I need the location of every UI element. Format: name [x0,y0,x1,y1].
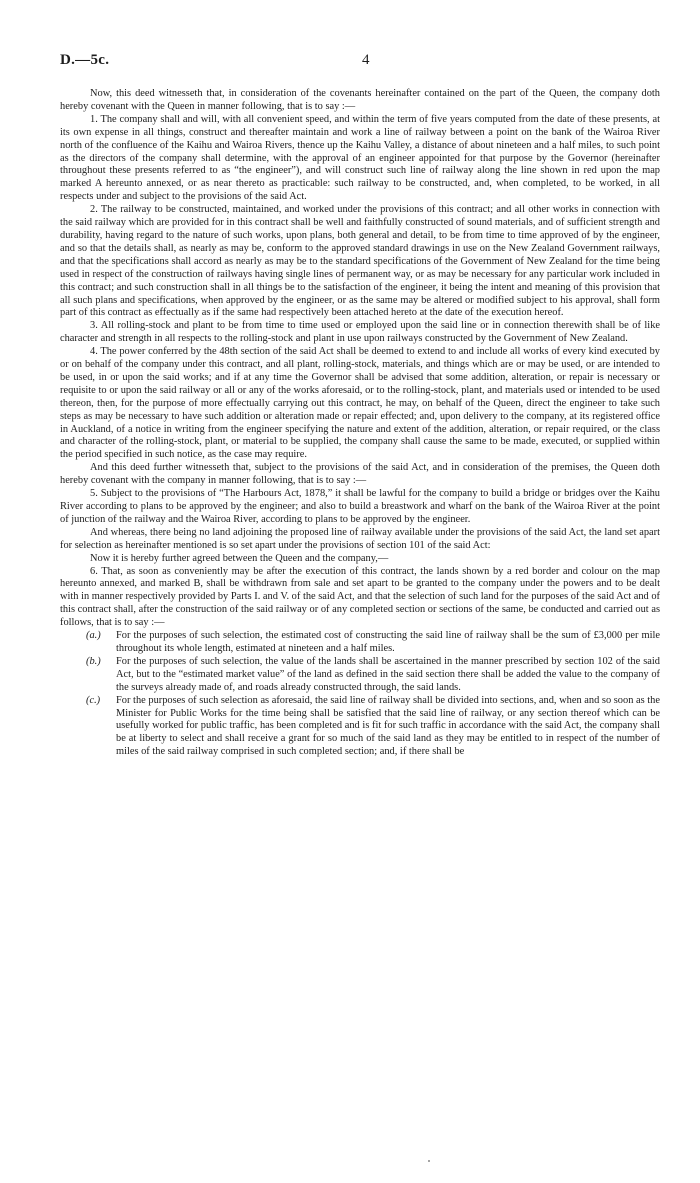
sub-clause-text: For the purposes of such selection as aforesaid, the said line of railway shall be divided into sections, and, when and so soon as the Minister for Public Works for the time being shall be satisfied that the said line of railway, or any section thereof which can be usefully worked for public traffic, has been completed and is fit for such traffic in accordance with the said Act, the company shall be at liberty to select and shall receive a grant for so much of the said land as they may be entitled to in respect of the number of miles of the said railway comprised in such completed section; and, if there shall be [116,694,660,758]
page-number: 4 [362,52,370,68]
page-header [60,52,660,72]
paragraph-witnesseth: And this deed further witnesseth that, subject to the provisions of the said Act, and in consideration of the premises, the Queen doth hereby covenant with the company in manner following, that is to say :— [60,462,660,487]
sub-clause-text: For the purposes of such selection, the estimated cost of constructing the said line of railway shall be the sum of £3,000 per mile throughout its whole length, estimated at nineteen and a half miles. [116,630,660,654]
document-body [60,88,660,759]
sub-clause-text: For the purposes of such selection, the value of the lands shall be ascertained in the manner prescribed by section 102 of the said Act, but to the “estimated market value” of the land as defined in the said section there shall be added the value to the company of the surveys already made of, and roads already constructed through, the said lands. [116,655,660,693]
print-speck [428,1160,430,1162]
sub-clause-a [86,630,660,656]
sub-clause-label: (c.) [86,694,101,706]
paragraph-clause-5: 5. Subject to the provisions of “The Harbours Act, 1878,” it shall be lawful for the company to build a bridge or bridges over the Kaihu River according to plans to be approved by the engineer; and also to build a breastwork and wharf on the bank of the Wairoa River at the point of junction of the railway and the Wairoa River, according to plans to be approved by the engineer. [60,488,660,525]
sub-clause-list [86,630,660,759]
sub-clause-b [86,656,660,695]
sub-clause-label: (b.) [86,655,101,667]
sub-clause-c [86,695,660,760]
document-reference: D.—5c. [60,52,110,68]
paragraph-whereas: And whereas, there being no land adjoining the proposed line of railway available under the provisions of the said Act, the land set apart for selection as hereinafter mentioned is so set apart under the provisions of section 101 of the said Act: [60,526,660,551]
paragraph-clause-6: 6. That, as soon as conveniently may be after the execution of this contract, the lands shown by a red border and colour on the map hereunto annexed, and marked B, shall be withdrawn from sale and set apart to be granted to the company under the powers and to be dealt with in manner respectively provided by Parts I. and V. of the said Act, and that the selection of such land for the purposes of the said Act and of this contract shall, after the construction of the said railway or of any completed section or sections of the same, be conducted and carried out as follows, that is to say :— [60,565,660,629]
sub-clause-label: (a.) [86,630,101,642]
paragraph-clause-2: 2. The railway to be constructed, maintained, and worked under the provisions of this contract; and all other works in connection with the said railway which are provided for in this contract shall be well and faithfully constructed of sound materials, and of sufficient strength and durability, having regard to the nature of such works, upon plans, both general and detail, to be from time to time approved of by the engineer, and so that the details shall, as nearly as may be, conform to the approved standard drawings in use on the New Zealand Government railways, and that the specifications shall accord as nearly as may be to the standard specifications of the Government of New Zealand for the time being used in respect of the construction of railways having single lines of permanent way, or as may be necessary for any particular work included in this contract; and such construction shall in all things be to the satisfaction of the engineer, it being the intent and meaning of this provision that all such plans and specifications, when approved by the engineer, or as the same may be altered or modified subject to his approval, shall form part of this contract as effectually as if the same had respectively been attached hereto at the date of the execution hereof. [60,204,660,319]
paragraph-preamble: Now, this deed witnesseth that, in consideration of the covenants hereinafter contained on the part of the Queen, the company doth hereby covenant with the Queen in manner following, that is to say :— [60,88,660,112]
paragraph-clause-3: 3. All rolling-stock and plant to be from time to time used or employed upon the said line or in connection therewith shall be of like character and strength in all respects to the rolling-stock and plant in use upon railways constructed by the Government of New Zealand. [60,320,660,345]
paragraph-agreement: Now it is hereby further agreed between the Queen and the company,— [90,552,389,564]
paragraph-clause-1: 1. The company shall and will, with all convenient speed, and within the term of five years computed from the date of these presents, at its own expense in all things, construct and thereafter maintain and work a line of railway between a point on the bank of the Wairoa River north of the confluence of the Kaihu and Wairoa Rivers, thence up the Kaihu Valley, a distance of about nineteen and a half miles, to such point as the directors of the company shall determine, with the approval of an engineer appointed for that purpose by the Governor (hereinafter throughout these presents referred to as “the engineer”), and will construct such line of railway along the line shown in red upon the map marked A hereunto annexed, or as near thereto as practicable: such railway to be constructed, and, when completed, to be worked, in all respects under and subject to the provisions of the said Act. [60,113,660,203]
paragraph-clause-4: 4. The power conferred by the 48th section of the said Act shall be deemed to extend to and include all works of every kind executed by or on behalf of the company under this contract, and all plant, rolling-stock, materials, and things which are or may be used, or are intended to be used, in or upon the said works; and if at any time the Governor shall be advised that some addition, alteration, or repair is necessary or requisite to or upon the said railway or all or any of the works aforesaid, or to the rolling-stock, plant, and materials used or intended to be used thereon, then, for the purpose of more effectually carrying out this contract, he may, on behalf of the Queen, direct the engineer to take such steps as may be necessary to have such addition or alteration made or repair effected; and, upon delivery to the company, at its registered office in Auckland, of a notice in writing from the engineer specifying the nature and extent of the addition, alteration, or repair required, or the class and character of the rolling-stock, plant, or material to be supplied, the company shall cause the same to be made, executed, or supplied within the period specified in such notice, as the case may require. [60,346,660,461]
